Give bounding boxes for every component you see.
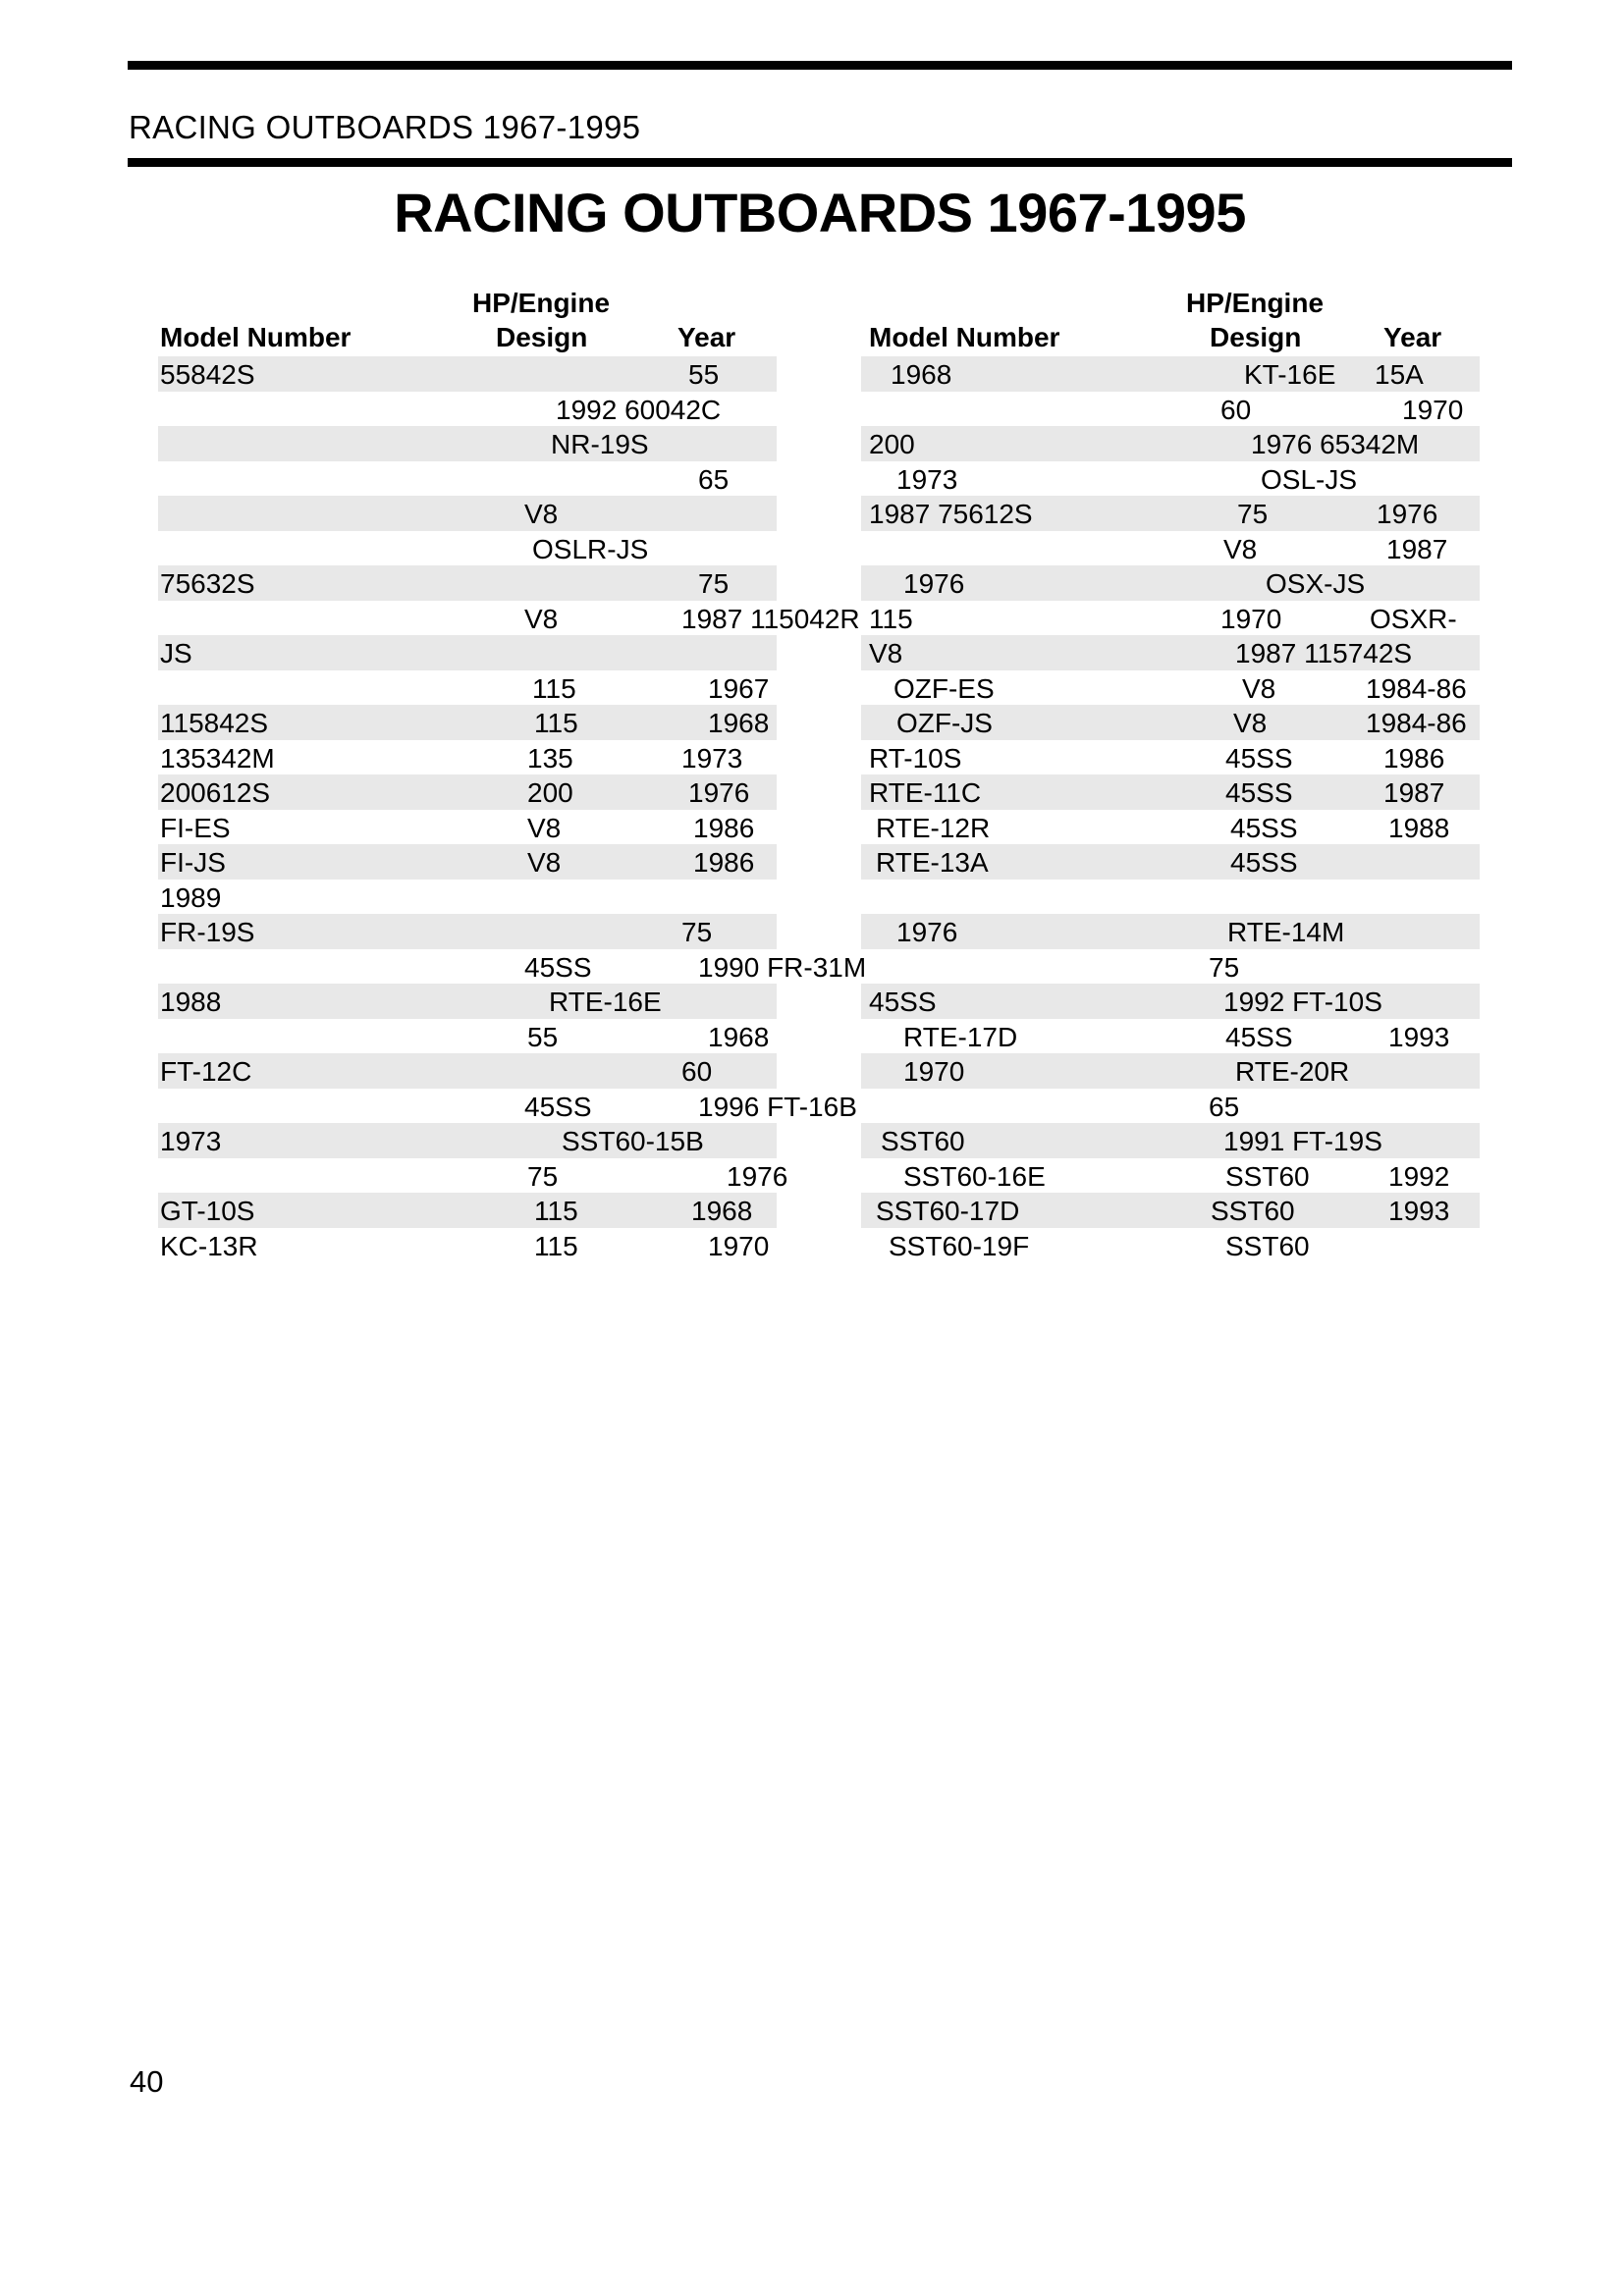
model-number-cell: OZF-ES — [893, 672, 995, 704]
model-number-header: Model Number — [869, 322, 1060, 352]
table-row — [861, 949, 1480, 985]
year-cell: 1967 — [708, 672, 770, 704]
model-number-cell: FR-19S — [160, 917, 255, 947]
design-cell: SST60 — [1211, 1196, 1295, 1226]
model-number-cell: RT-10S — [869, 742, 962, 774]
model-number-cell: 1987 75612S — [869, 499, 1033, 529]
design-cell: 75 — [1209, 951, 1240, 983]
year-cell: 1973 — [681, 742, 743, 774]
year-cell: 1987 115042R — [681, 603, 860, 634]
design-cell: 115 — [534, 1230, 578, 1261]
year-cell: 75 — [681, 917, 713, 947]
model-number-cell: 1988 — [160, 987, 222, 1017]
table-row — [158, 356, 777, 392]
year-cell: 1986 — [693, 847, 755, 878]
model-number-cell: 55842S — [160, 359, 255, 390]
year-cell: 65 — [698, 463, 730, 495]
table-row — [861, 1158, 1480, 1194]
year-cell: 1986 — [693, 812, 755, 843]
table-row — [861, 880, 1480, 915]
table-row — [861, 565, 1480, 601]
table-row — [158, 601, 860, 636]
year-header: Year — [1383, 322, 1442, 352]
design-cell: 45SS — [1230, 812, 1298, 843]
table-row — [861, 1019, 1480, 1054]
design-cell: NR-19S — [551, 429, 649, 459]
design-header: Design — [496, 322, 588, 352]
design-header: Design — [1210, 322, 1302, 352]
table-row — [158, 810, 777, 845]
year-cell: 1993 — [1388, 1021, 1450, 1052]
design-cell: OSLR-JS — [532, 533, 649, 564]
table-row — [158, 1089, 857, 1124]
year-cell: 1993 — [1388, 1196, 1450, 1226]
table-row — [158, 1123, 777, 1158]
design-cell: RTE-14M — [1227, 917, 1345, 947]
design-cell: 45SS — [1225, 777, 1293, 808]
year-cell: 60 — [681, 1056, 713, 1087]
design-cell: 1992 FT-10S — [1223, 987, 1382, 1017]
table-row — [861, 984, 1480, 1019]
year-cell: 1968 — [708, 708, 770, 738]
year-cell: 1986 — [1383, 742, 1445, 774]
model-number-cell: FT-12C — [160, 1056, 252, 1087]
model-number-cell: 115 — [869, 603, 913, 634]
year-cell: 1968 — [691, 1196, 753, 1226]
table-row — [861, 1228, 1480, 1263]
design-cell: V8 — [1242, 672, 1276, 704]
year-cell: 1988 — [1388, 812, 1450, 843]
table-row — [861, 1089, 1480, 1124]
model-number-cell: 1970 — [903, 1056, 965, 1087]
table-row — [158, 670, 777, 706]
table-row — [158, 984, 777, 1019]
model-number-cell: 1976 — [896, 917, 958, 947]
table-row — [158, 1053, 777, 1089]
table-row — [861, 740, 1480, 775]
table-row — [158, 949, 867, 985]
model-number-cell: 1976 — [903, 568, 965, 599]
table-row — [158, 705, 777, 740]
design-cell: 55 — [527, 1021, 559, 1052]
year-cell: 1976 — [727, 1160, 788, 1192]
design-cell: V8 — [527, 812, 562, 843]
year-cell: OSXR- — [1370, 603, 1457, 634]
design-cell: 60 — [1220, 394, 1252, 425]
design-cell: 45SS — [1230, 847, 1298, 878]
design-cell: 200 — [527, 777, 573, 808]
table-row — [861, 1053, 1480, 1089]
design-cell: 45SS — [1225, 1021, 1293, 1052]
right-table — [861, 288, 1480, 1262]
top-rule — [128, 61, 1512, 70]
design-cell: SST60 — [1225, 1230, 1310, 1261]
year-cell: 1987 — [1383, 777, 1445, 808]
design-cell: 115 — [534, 1196, 578, 1226]
design-cell: 45SS — [524, 1091, 592, 1122]
table-row — [158, 426, 777, 461]
table-row — [158, 565, 777, 601]
design-cell: V8 — [524, 499, 559, 529]
table-row — [861, 392, 1480, 427]
hp-engine-header: HP/Engine — [1186, 288, 1325, 318]
model-number-cell: RTE-17D — [903, 1021, 1018, 1052]
model-number-cell: 1989 — [160, 881, 222, 913]
year-cell: 75 — [698, 568, 730, 599]
running-head: RACING OUTBOARDS 1967-1995 — [129, 109, 641, 145]
table-row — [158, 1019, 777, 1054]
design-cell: 115 — [534, 708, 578, 738]
table-row — [861, 914, 1480, 949]
table-row — [158, 880, 777, 915]
model-number-cell: 1973 — [160, 1126, 222, 1156]
header-rule — [128, 158, 1512, 167]
year-cell: 1968 — [708, 1021, 770, 1052]
design-cell: KT-16E — [1244, 359, 1336, 390]
model-number-header: Model Number — [160, 322, 352, 352]
table-row — [861, 461, 1480, 497]
table-row — [158, 914, 777, 949]
year-header: Year — [677, 322, 736, 352]
year-cell: 1987 — [1386, 533, 1448, 564]
table-row — [158, 774, 777, 810]
model-number-cell: 135342M — [160, 742, 275, 774]
model-number-cell: SST60-19F — [889, 1230, 1030, 1261]
model-number-cell: 200 — [869, 429, 915, 459]
table-row — [861, 705, 1480, 740]
design-cell: V8 — [1233, 708, 1268, 738]
design-cell: 1970 — [1220, 603, 1282, 634]
table-row — [861, 356, 1480, 392]
table-row — [861, 601, 1480, 636]
model-number-cell: RTE-13A — [876, 847, 989, 878]
left-table-body — [158, 356, 867, 1262]
model-number-cell: JS — [160, 638, 192, 668]
year-cell: 55 — [688, 359, 720, 390]
table-row — [158, 531, 777, 566]
design-cell: 65 — [1209, 1091, 1240, 1122]
design-cell: 45SS — [524, 951, 592, 983]
design-cell: RTE-20R — [1235, 1056, 1350, 1087]
model-number-cell: 1973 — [896, 463, 958, 495]
design-cell: 135 — [527, 742, 573, 774]
left-table — [158, 288, 867, 1262]
year-cell: 1970 — [708, 1230, 770, 1261]
model-number-cell: FI-ES — [160, 812, 231, 843]
design-cell: 1976 65342M — [1251, 429, 1420, 459]
table-row — [158, 392, 777, 427]
page-number: 40 — [130, 2064, 164, 2099]
table-row — [861, 844, 1480, 880]
model-number-cell: 200612S — [160, 777, 271, 808]
model-number-cell: SST60 — [881, 1126, 965, 1156]
year-cell: 1970 — [1402, 394, 1464, 425]
year-cell: 15A — [1375, 359, 1424, 390]
right-table-header — [861, 288, 1480, 356]
table-row — [861, 426, 1480, 461]
page-title: RACING OUTBOARDS 1967-1995 — [394, 182, 1246, 243]
model-number-cell: KC-13R — [160, 1230, 258, 1261]
design-cell: V8 — [524, 603, 559, 634]
model-number-cell: V8 — [869, 638, 903, 668]
table-row — [158, 1193, 777, 1228]
design-cell: OSL-JS — [1261, 463, 1358, 495]
year-cell: 1984-86 — [1366, 672, 1467, 704]
model-number-cell: OZF-JS — [896, 708, 993, 738]
table-row — [861, 670, 1480, 706]
table-row — [861, 531, 1480, 566]
right-table-body — [861, 356, 1480, 1262]
design-cell: 115 — [532, 672, 576, 704]
year-cell: 1990 FR-31M — [698, 951, 867, 983]
table-row — [158, 844, 777, 880]
table-row — [158, 496, 777, 531]
year-cell: 1976 — [688, 777, 750, 808]
year-cell: 1984-86 — [1366, 708, 1467, 738]
design-cell: OSX-JS — [1266, 568, 1366, 599]
table-row — [861, 1123, 1480, 1158]
table-row — [861, 810, 1480, 845]
model-number-cell: SST60-16E — [903, 1160, 1046, 1192]
table-row — [158, 461, 777, 497]
design-cell: 75 — [1237, 499, 1269, 529]
design-cell: 1991 FT-19S — [1223, 1126, 1382, 1156]
left-table-header — [158, 288, 777, 356]
table-row — [861, 774, 1480, 810]
year-cell: 1992 — [1388, 1160, 1450, 1192]
model-number-cell: 115842S — [160, 708, 269, 738]
model-number-cell: 1968 — [891, 359, 952, 390]
design-cell: SST60 — [1225, 1160, 1310, 1192]
table-row — [158, 635, 777, 670]
table-row — [861, 1193, 1480, 1228]
design-cell: V8 — [1223, 533, 1258, 564]
model-number-cell: RTE-12R — [876, 812, 991, 843]
table-row — [158, 1228, 777, 1263]
year-cell: 1976 — [1377, 499, 1438, 529]
model-number-cell: 75632S — [160, 568, 255, 599]
model-number-cell: GT-10S — [160, 1196, 255, 1226]
model-number-cell: FI-JS — [160, 847, 226, 878]
hp-engine-header: HP/Engine — [472, 288, 611, 318]
year-cell: 1996 FT-16B — [698, 1091, 857, 1122]
table-row — [861, 496, 1480, 531]
model-number-cell: RTE-11C — [869, 777, 982, 808]
design-cell: 45SS — [1225, 742, 1293, 774]
table-row — [861, 635, 1480, 670]
design-cell: 75 — [527, 1160, 559, 1192]
design-cell: V8 — [527, 847, 562, 878]
design-cell: SST60-15B — [562, 1126, 704, 1156]
design-cell: RTE-16E — [549, 987, 662, 1017]
model-number-cell: SST60-17D — [876, 1196, 1020, 1226]
table-row — [158, 1158, 788, 1194]
design-cell: 1987 115742S — [1235, 638, 1413, 668]
table-row — [158, 740, 777, 775]
model-number-cell: 45SS — [869, 987, 937, 1017]
design-cell: 1992 60042C — [556, 394, 722, 425]
